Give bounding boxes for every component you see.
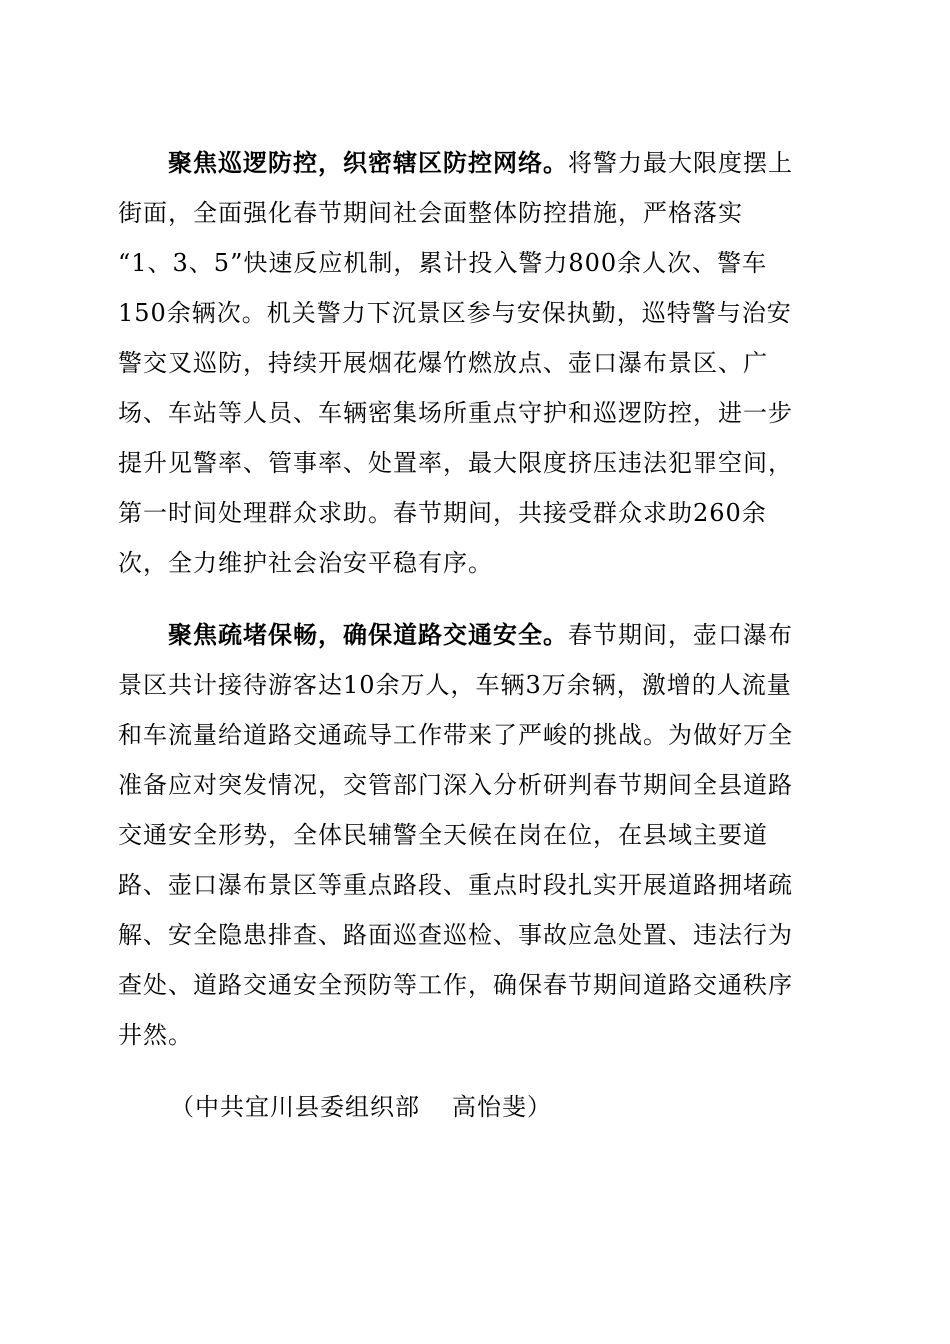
paragraph-line: 路、壶口瀑布景区等重点路段、重点时段扎实开展道路拥堵疏 xyxy=(118,871,793,899)
paragraph-line: 场、车站等人员、车辆密集场所重点守护和巡逻防控，进一步 xyxy=(118,399,793,427)
signature-organization: 中共宜川县委组织部 xyxy=(195,1093,420,1121)
paragraph-lead: 聚焦疏堵保畅，确保道路交通安全。 xyxy=(168,620,568,649)
paragraph-line: 提升见警率、管事率、处置率，最大限度挤压违法犯罪空间， xyxy=(118,449,793,477)
paragraph-line-text: 春节期间，壶口瀑布 xyxy=(568,621,793,649)
paragraph-line: 街面，全面强化春节期间社会面整体防控措施，严格落实 xyxy=(118,199,743,227)
signature-line xyxy=(170,1082,552,1132)
paragraph-line: 准备应对突发情况，交管部门深入分析研判春节期间全县道路 xyxy=(118,771,793,799)
signature-open-paren: （ xyxy=(170,1093,195,1121)
paragraph-line: 查处、道路交通安全预防等工作，确保春节期间道路交通秩序 xyxy=(118,971,793,999)
paragraph-line: 井然。 xyxy=(118,1021,193,1049)
paragraph-line: “1、3、5”快速反应机制，累计投入警力800余人次、警车 xyxy=(118,249,768,277)
paragraph-line: 景区共计接待游客达10余万人，车辆3万余辆，激增的人流量 xyxy=(118,671,792,699)
paragraph-line: 解、安全隐患排查、路面巡查巡检、事故应急处置、违法行为 xyxy=(118,921,793,949)
paragraph-line-text: 将警力最大限度摆上 xyxy=(568,149,793,177)
signature-close-paren: ） xyxy=(527,1093,552,1121)
paragraph-lead: 聚焦巡逻防控，织密辖区防控网络。 xyxy=(168,148,568,177)
paragraph-line: 和车流量给道路交通疏导工作带来了严峻的挑战。为做好万全 xyxy=(118,721,793,749)
paragraph-line: 交通安全形势，全体民辅警全天候在岗在位，在县域主要道 xyxy=(118,821,768,849)
paragraph-traffic-safety xyxy=(118,610,818,1060)
paragraph-line xyxy=(118,610,818,660)
paragraph-line xyxy=(118,138,818,188)
paragraph-patrol-control xyxy=(118,138,818,588)
signature-author: 高怡斐 xyxy=(452,1093,527,1121)
paragraph-line: 150余辆次。机关警力下沉景区参与安保执勤，巡特警与治安 xyxy=(118,299,792,327)
paragraph-line: 第一时间处理群众求助。春节期间，共接受群众求助260余 xyxy=(118,499,767,527)
paragraph-line: 警交叉巡防，持续开展烟花爆竹燃放点、壶口瀑布景区、广 xyxy=(118,349,768,377)
paragraph-line: 次，全力维护社会治安平稳有序。 xyxy=(118,549,493,577)
